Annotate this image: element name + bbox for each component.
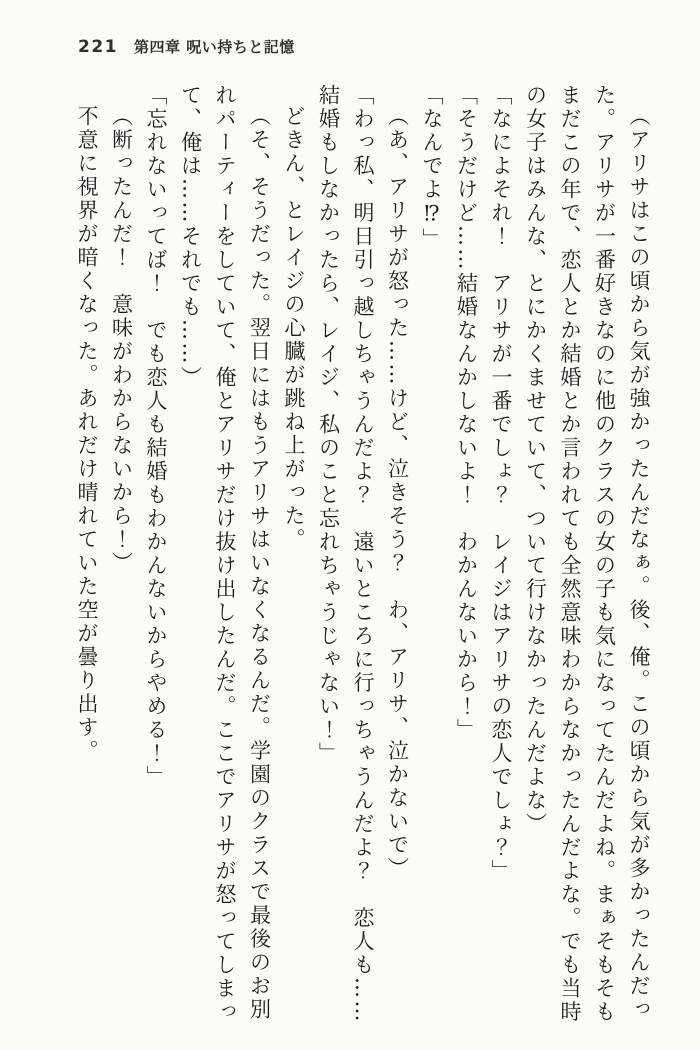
paragraph: （断ったんだ！ 意味がわからないから！） <box>109 105 134 575</box>
paragraph: どきん、とレイジの心臓が跳ね上がった。 <box>282 105 306 552</box>
paragraph: （アリサはこの頃から気が強かったんだなぁ。後、俺。この頃から気が多かったんだった。アリサが一番好きなのに他のクラスの女の子も気になってたんだよね。まぁそもそもまだこの年で、恋人とか結婚とか言われても全然意味わからなかったんだよな。でも当時の女子はみんな、とにかくませていて、ついて行けなかったんだよな） <box>523 84 651 1024</box>
chapter-title: 第四章 呪い持ちと記憶 <box>134 38 295 56</box>
paragraph: 「なんでよ⁉」 <box>420 84 444 252</box>
page-number: 221 <box>78 37 118 57</box>
paragraph: （あ、アリサが怒った……けど、泣きそう？ わ、アリサ、泣かないで） <box>385 105 410 881</box>
paragraph: 不意に視界が暗くなった。あれだけ晴れていた空が曇り出す。 <box>75 105 99 763</box>
paragraph: 「そうだけど……結婚なんかしないよ！ わかんないから！」 <box>454 84 479 742</box>
paragraph: 「わっ私、明日引っ越しちゃうんだよ？ 遠いところに行っちゃうんだよ？ 恋人も……結婚もしなかったら、レイジ、私のこと忘れちゃうじゃない！」 <box>316 84 375 1024</box>
paragraph: （そ、そうだった。翌日にはもうアリサはいなくなるんだ。学園のクラスで最後のお別れパーティーをしていて、俺とアリサだけ抜け出したんだ。ここでアリサが怒ってしまって、俺は……それでも……） <box>178 84 272 1024</box>
body-text <box>42 84 656 1034</box>
page-header <box>78 36 295 57</box>
paragraph: 「なによそれ！ アリサが一番でしょ？ レイジはアリサの恋人でしょ？」 <box>489 84 513 883</box>
paragraph: 「忘れないってば！ でも恋人も結婚もわかんないからやめる！」 <box>144 84 168 789</box>
